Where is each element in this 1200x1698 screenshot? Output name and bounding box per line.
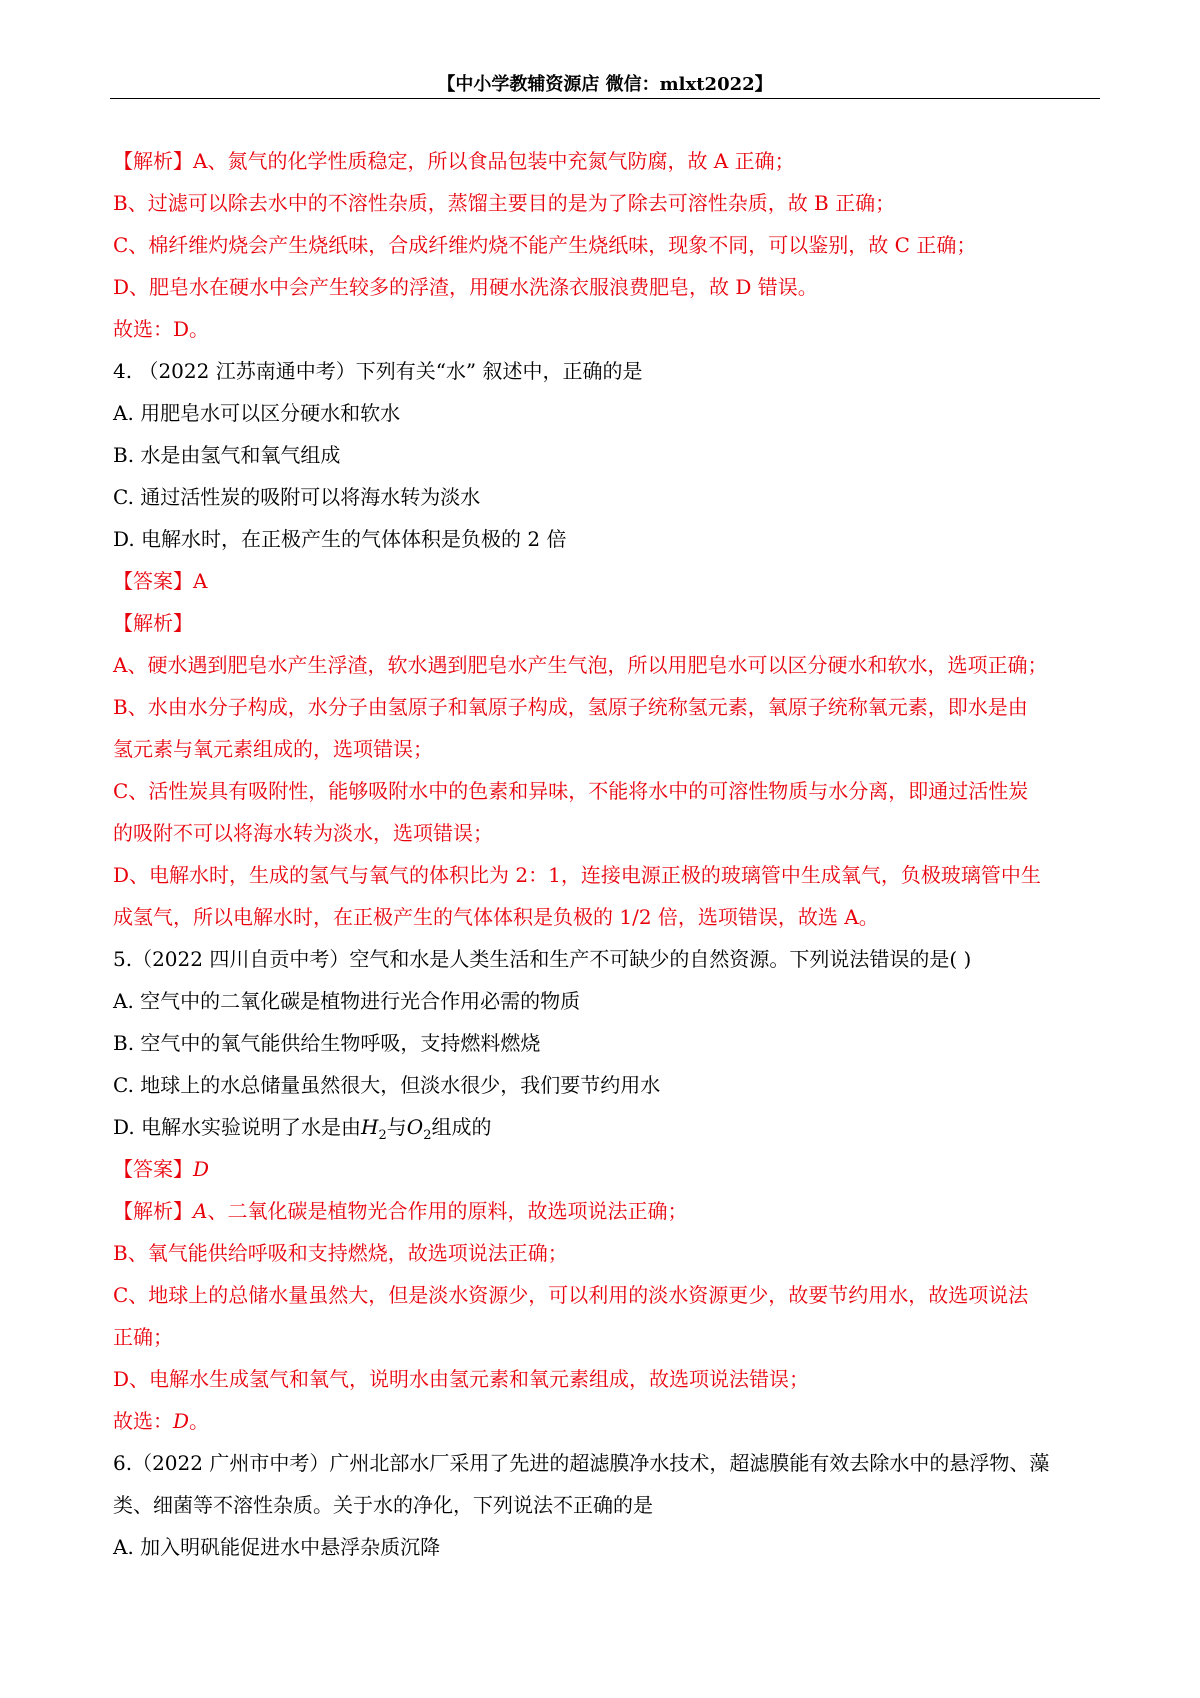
page-header: 【中小学教辅资源店 微信：mlxt2022】 (437, 74, 773, 95)
q3-analysis-line-3: C、棉纤维灼烧会产生烧纸味，合成纤维灼烧不能产生烧纸味，现象不同，可以鉴别，故 C 正确； (113, 233, 977, 257)
analysis-tag: 【解析】 (113, 1199, 193, 1223)
q4-analysis-line-3b: 的吸附不可以将海水转为淡水，选项错误； (113, 821, 493, 845)
option-text: 与 (386, 1115, 407, 1139)
q4-analysis-line-3a: C、活性炭具有吸附性，能够吸附水中的色素和异味，不能将水中的可溶性物质与水分离，即通过活性炭 (113, 779, 1029, 803)
q5-analysis-line-1 (113, 1190, 1098, 1232)
q4-option-b: B. 水是由氢气和氧气组成 (113, 443, 341, 467)
answer-value: A (193, 569, 208, 593)
q4-option-a: A. 用肥皂水可以区分硬水和软水 (113, 401, 401, 425)
q6-option-a: A. 加入明矾能促进水中悬浮杂质沉降 (113, 1535, 441, 1559)
formula-o2: $O_2$ (406, 1115, 432, 1143)
q5-stem: 5.（2022 四川自贡中考）空气和水是人类生活和生产不可缺少的自然资源。下列说法错误的是( ) (113, 947, 972, 971)
answer-tag: 【答案】 (113, 569, 193, 593)
q3-choice: 故选：D。 (113, 317, 210, 341)
q4-analysis-line-4a: D、电解水时，生成的氢气与氧气的体积比为 2：1，连接电源正极的玻璃管中生成氧气，负极玻璃管中生 (113, 863, 1041, 887)
answer-tag: 【答案】 (113, 1157, 193, 1181)
q3-analysis-line-1 (113, 140, 1098, 182)
header-rule (110, 98, 1100, 99)
analysis-letter: A (193, 1199, 208, 1223)
q4-analysis-line-2b: 氢元素与氧元素组成的，选项错误； (113, 737, 433, 761)
q5-choice (113, 1400, 1098, 1442)
q5-option-b: B. 空气中的氧气能供给生物呼吸，支持燃料燃烧 (113, 1031, 541, 1055)
q4-analysis-line-2a: B、水由水分子构成，水分子由氢原子和氧原子构成，氢原子统称氢元素，氧原子统称氧元素，即水是由 (113, 695, 1028, 719)
choice-text: 。 (189, 1409, 210, 1433)
answer-value: D (193, 1157, 210, 1181)
q4-analysis-line-4b: 成氢气，所以电解水时，在正极产生的气体体积是负极的 1/2 倍，选项错误，故选 A。 (113, 905, 879, 929)
q4-analysis-tag: 【解析】 (113, 611, 193, 635)
q3-analysis-line-4: D、肥皂水在硬水中会产生较多的浮渣，用硬水洗涤衣服浪费肥皂，故 D 错误。 (113, 275, 818, 299)
choice-letter: D (173, 1409, 190, 1433)
document-body (113, 140, 1098, 1568)
q5-analysis-line-2: B、氧气能供给呼吸和支持燃烧，故选项说法正确； (113, 1241, 568, 1265)
analysis-text: A、氮气的化学性质稳定，所以食品包装中充氮气防腐，故 A 正确； (193, 149, 795, 173)
q4-analysis-line-1: A、硬水遇到肥皂水产生浮渣，软水遇到肥皂水产生气泡，所以用肥皂水可以区分硬水和软水，选项正确； (113, 653, 1048, 677)
q5-analysis-line-3b: 正确； (113, 1325, 173, 1349)
q5-analysis-line-3a: C、地球上的总储水量虽然大，但是淡水资源少，可以利用的淡水资源更少，故要节约用水，故选项说法 (113, 1283, 1029, 1307)
q4-stem: 4. （2022 江苏南通中考）下列有关“水” 叙述中，正确的是 (113, 359, 643, 383)
q4-option-d: D. 电解水时，在正极产生的气体体积是负极的 2 倍 (113, 527, 567, 551)
formula-h2: $H_2$ (361, 1115, 387, 1143)
choice-text: 故选： (113, 1409, 173, 1433)
q6-stem-line-2: 类、细菌等不溶性杂质。关于水的净化，下列说法不正确的是 (113, 1493, 653, 1517)
option-text: 组成的 (431, 1115, 492, 1139)
q4-option-c: C. 通过活性炭的吸附可以将海水转为淡水 (113, 485, 481, 509)
q5-analysis-line-4: D、电解水生成氢气和氧气，说明水由氢元素和氧元素组成，故选项说法错误； (113, 1367, 810, 1391)
analysis-text: 、二氧化碳是植物光合作用的原料，故选项说法正确； (207, 1199, 688, 1223)
q5-option-c: C. 地球上的水总储量虽然很大，但淡水很少，我们要节约用水 (113, 1073, 661, 1097)
q4-answer (113, 560, 1098, 602)
analysis-tag: 【解析】 (113, 149, 193, 173)
q5-answer (113, 1148, 1098, 1190)
q5-option-a: A. 空气中的二氧化碳是植物进行光合作用必需的物质 (113, 989, 581, 1013)
option-text: D. 电解水实验说明了水是由 (113, 1115, 362, 1139)
q3-analysis-line-2: B、过滤可以除去水中的不溶性杂质，蒸馏主要目的是为了除去可溶性杂质，故 B 正确； (113, 191, 896, 215)
q6-stem-line-1: 6.（2022 广州市中考）广州北部水厂采用了先进的超滤膜净水技术，超滤膜能有效去除水中的悬浮物、藻 (113, 1451, 1050, 1475)
q5-option-d (113, 1106, 1098, 1148)
